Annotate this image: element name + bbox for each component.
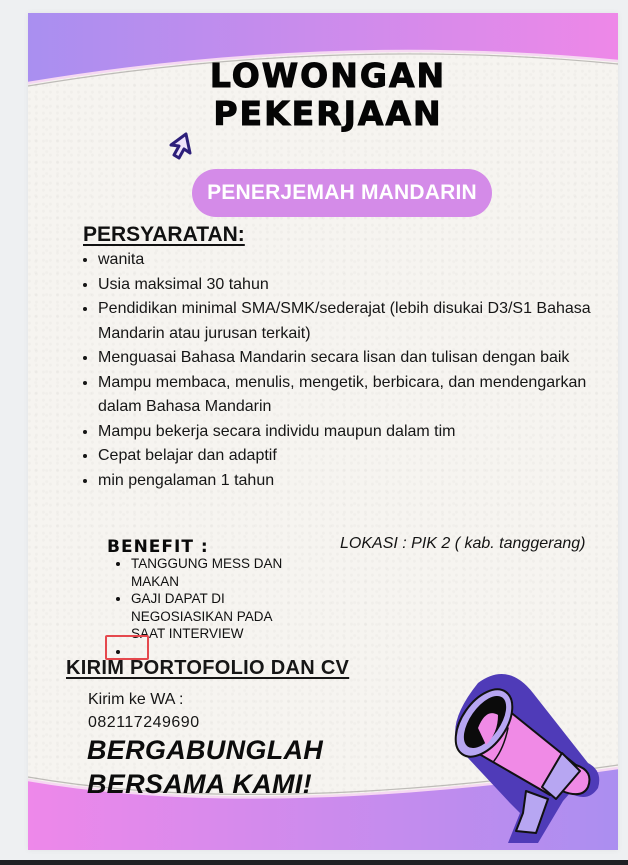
location-text: LOKASI : PIK 2 ( kab. tanggerang)	[340, 535, 586, 552]
whatsapp-label: Kirim ke WA :	[88, 691, 184, 708]
bottom-bar	[0, 860, 628, 865]
requirements-heading: PERSYARATAN:	[83, 223, 245, 246]
title-line-2: PEKERJAAN	[213, 94, 443, 133]
requirement-item: • Mampu bekerja secara individu maupun dalam tim	[98, 420, 598, 445]
whatsapp-number: 082117249690	[88, 714, 200, 731]
benefit-item: • TANGGUNG MESS DAN MAKAN	[131, 555, 301, 590]
send-cv-heading: KIRIM PORTOFOLIO DAN CV	[66, 657, 350, 679]
cta-line-2: BERSAMA KAMI!	[87, 769, 312, 799]
cursor-arrow-icon	[166, 131, 196, 163]
requirement-item: • Menguasai Bahasa Mandarin secara lisan dan tulisan dengan baik	[98, 346, 598, 371]
call-to-action	[87, 733, 387, 801]
job-poster	[28, 13, 618, 850]
requirement-item: • Cepat belajar dan adaptif	[98, 444, 598, 469]
cta-line-1: BERGABUNGLAH	[87, 735, 324, 765]
requirement-item: • Pendidikan minimal SMA/SMK/sederajat (lebih disukai D3/S1 Bahasa Mandarin atau jurusan terkait)	[98, 297, 598, 346]
requirement-item: • Usia maksimal 30 tahun	[98, 273, 598, 298]
title-line-1: LOWONGAN	[209, 56, 447, 95]
requirements-list	[78, 248, 598, 493]
benefit-heading: BENEFIT :	[107, 537, 209, 557]
requirement-item: • Mampu membaca, menulis, mengetik, berbicara, dan mendengarkan dalam Bahasa Mandarin	[98, 371, 598, 420]
job-title-badge: PENERJEMAH MANDARIN	[192, 169, 492, 217]
benefit-item: • GAJI DAPAT DI NEGOSIASIKAN PADA SAAT INTERVIEW	[131, 590, 301, 643]
requirement-item: • min pengalaman 1 tahun	[98, 469, 598, 494]
megaphone-icon	[438, 653, 618, 843]
poster-title	[168, 57, 488, 133]
requirement-item: • wanita	[98, 248, 598, 273]
